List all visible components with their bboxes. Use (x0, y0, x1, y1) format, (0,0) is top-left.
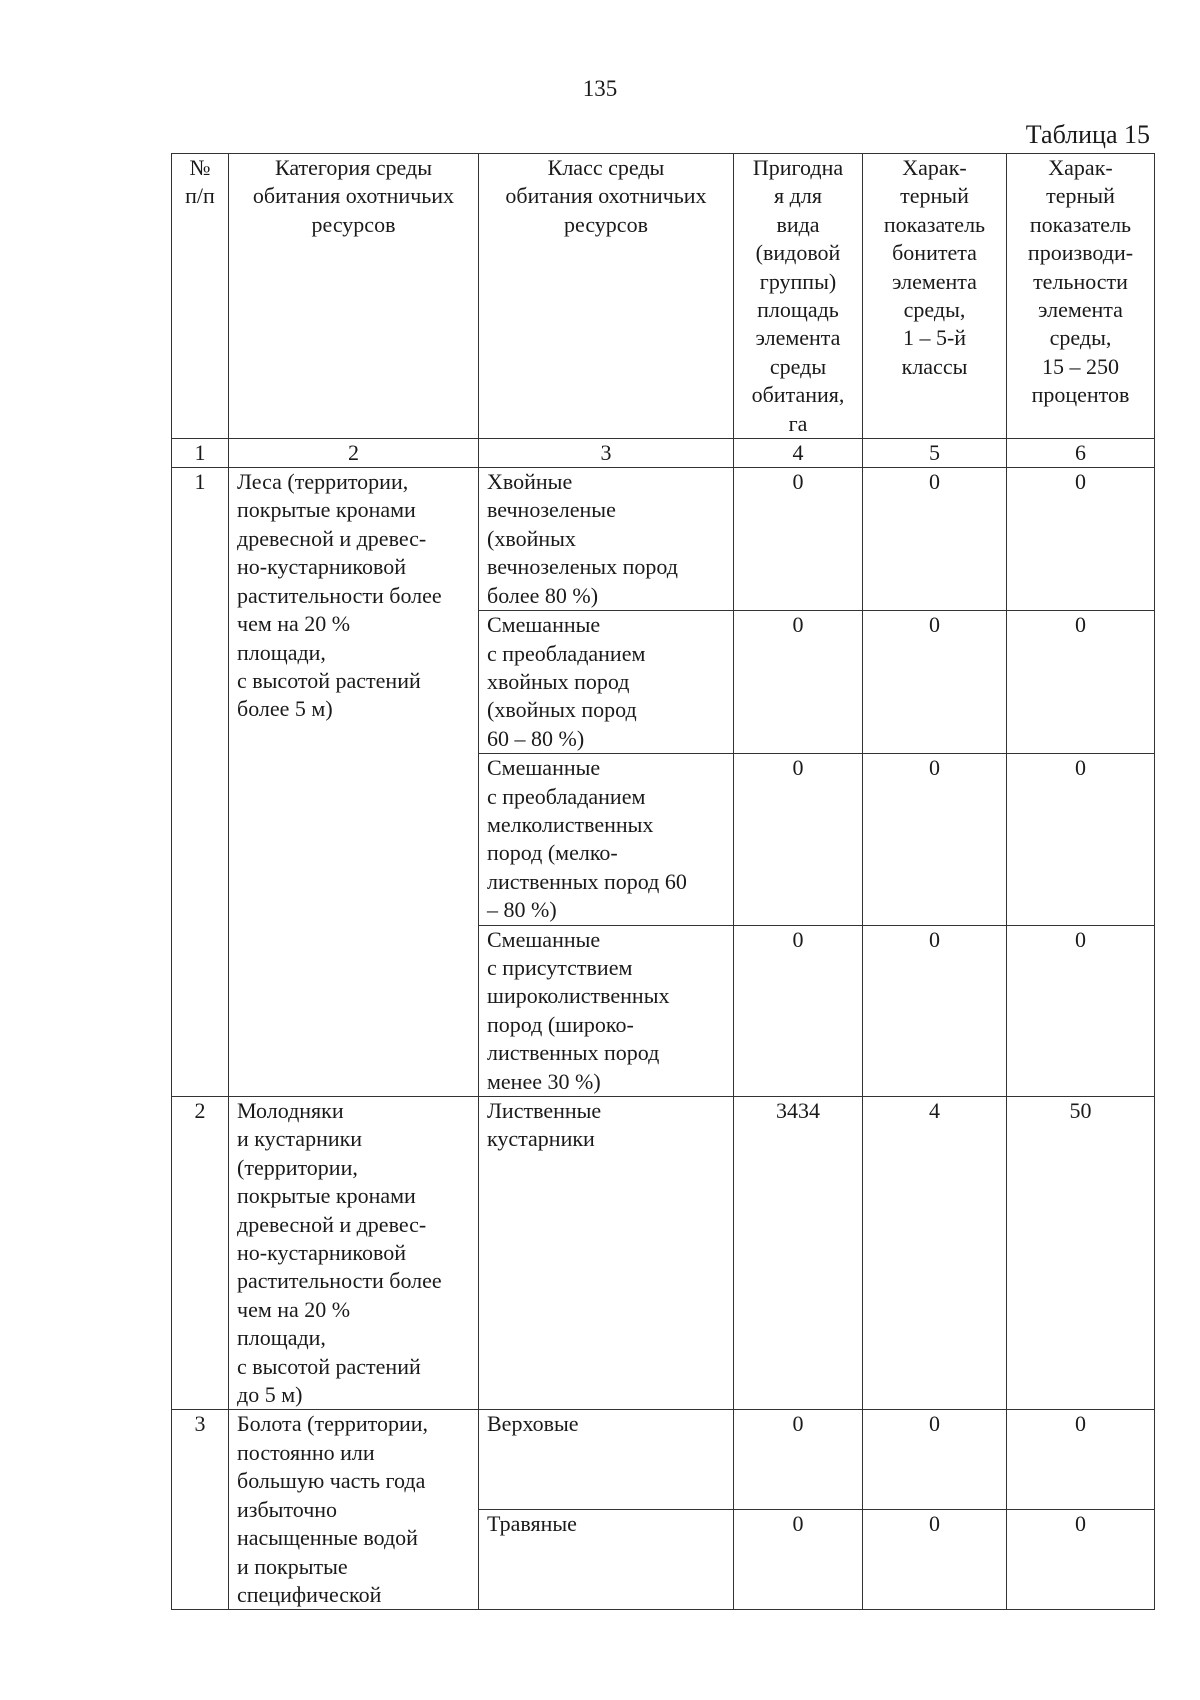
bonitet-value: 0 (863, 925, 1007, 1096)
habitat-class: Верховые (479, 1410, 734, 1510)
column-number: 5 (863, 439, 1007, 468)
productivity-value: 0 (1007, 468, 1155, 611)
habitat-class: Хвойные вечнозеленые (хвойных вечнозеленых пород более 80 %) (479, 468, 734, 611)
table-row (172, 468, 1155, 611)
table-header-row (172, 154, 1155, 439)
habitat-table (171, 153, 1155, 1610)
bonitet-value: 0 (863, 754, 1007, 925)
header-cell-bonitet: Харак- терный показатель бонитета элемента среды, 1 – 5-й классы (863, 154, 1007, 439)
column-number: 2 (229, 439, 479, 468)
page-number: 135 (582, 76, 618, 101)
header-cell-category: Категория среды обитания охотничьих ресурсов (229, 154, 479, 439)
column-number: 3 (479, 439, 734, 468)
area-value: 0 (734, 925, 863, 1096)
productivity-value: 50 (1007, 1097, 1155, 1410)
column-number: 6 (1007, 439, 1155, 468)
productivity-value: 0 (1007, 754, 1155, 925)
table-row (172, 1410, 1155, 1510)
bonitet-value: 0 (863, 1410, 1007, 1510)
habitat-category: Молодняки и кустарники (территории, покрытые кронами древесной и древес- но-кустарниковой растительности более чем на 20 % площади, с высотой растений до 5 м) (229, 1097, 479, 1410)
header-cell-num: № п/п (172, 154, 229, 439)
header-cell-area: Пригодна я для вида (видовой группы) площадь элемента среды обитания, га (734, 154, 863, 439)
header-cell-productivity: Харак- терный показатель производи- тельности элемента среды, 15 – 250 процентов (1007, 154, 1155, 439)
column-number-row (172, 439, 1155, 468)
productivity-value: 0 (1007, 1510, 1155, 1610)
habitat-class: Травяные (479, 1510, 734, 1610)
habitat-category: Леса (территории, покрытые кронами древесной и древес- но-кустарниковой растительности более чем на 20 % площади, с высотой растений более 5 м) (229, 468, 479, 1097)
habitat-class: Смешанные с преобладанием хвойных пород (хвойных пород 60 – 80 %) (479, 611, 734, 754)
habitat-class: Смешанные с преобладанием мелколиственных пород (мелко- лиственных пород 60 – 80 %) (479, 754, 734, 925)
row-number: 1 (172, 468, 229, 1097)
bonitet-value: 0 (863, 1510, 1007, 1610)
area-value: 0 (734, 1510, 863, 1610)
row-number: 2 (172, 1097, 229, 1410)
productivity-value: 0 (1007, 925, 1155, 1096)
habitat-category: Болота (территории, постоянно или большую часть года избыточно насыщенные водой и покрытые специфической (229, 1410, 479, 1610)
area-value: 0 (734, 468, 863, 611)
productivity-value: 0 (1007, 611, 1155, 754)
column-number: 4 (734, 439, 863, 468)
bonitet-value: 4 (863, 1097, 1007, 1410)
bonitet-value: 0 (863, 468, 1007, 611)
area-value: 3434 (734, 1097, 863, 1410)
habitat-class: Лиственные кустарники (479, 1097, 734, 1410)
table-row (172, 1097, 1155, 1410)
column-number: 1 (172, 439, 229, 468)
area-value: 0 (734, 1410, 863, 1510)
row-number: 3 (172, 1410, 229, 1610)
area-value: 0 (734, 754, 863, 925)
bonitet-value: 0 (863, 611, 1007, 754)
header-cell-class: Класс среды обитания охотничьих ресурсов (479, 154, 734, 439)
area-value: 0 (734, 611, 863, 754)
habitat-class: Смешанные с присутствием широколиственных пород (широко- лиственных пород менее 30 %) (479, 925, 734, 1096)
productivity-value: 0 (1007, 1410, 1155, 1510)
table-caption: Таблица 15 (1025, 120, 1150, 149)
